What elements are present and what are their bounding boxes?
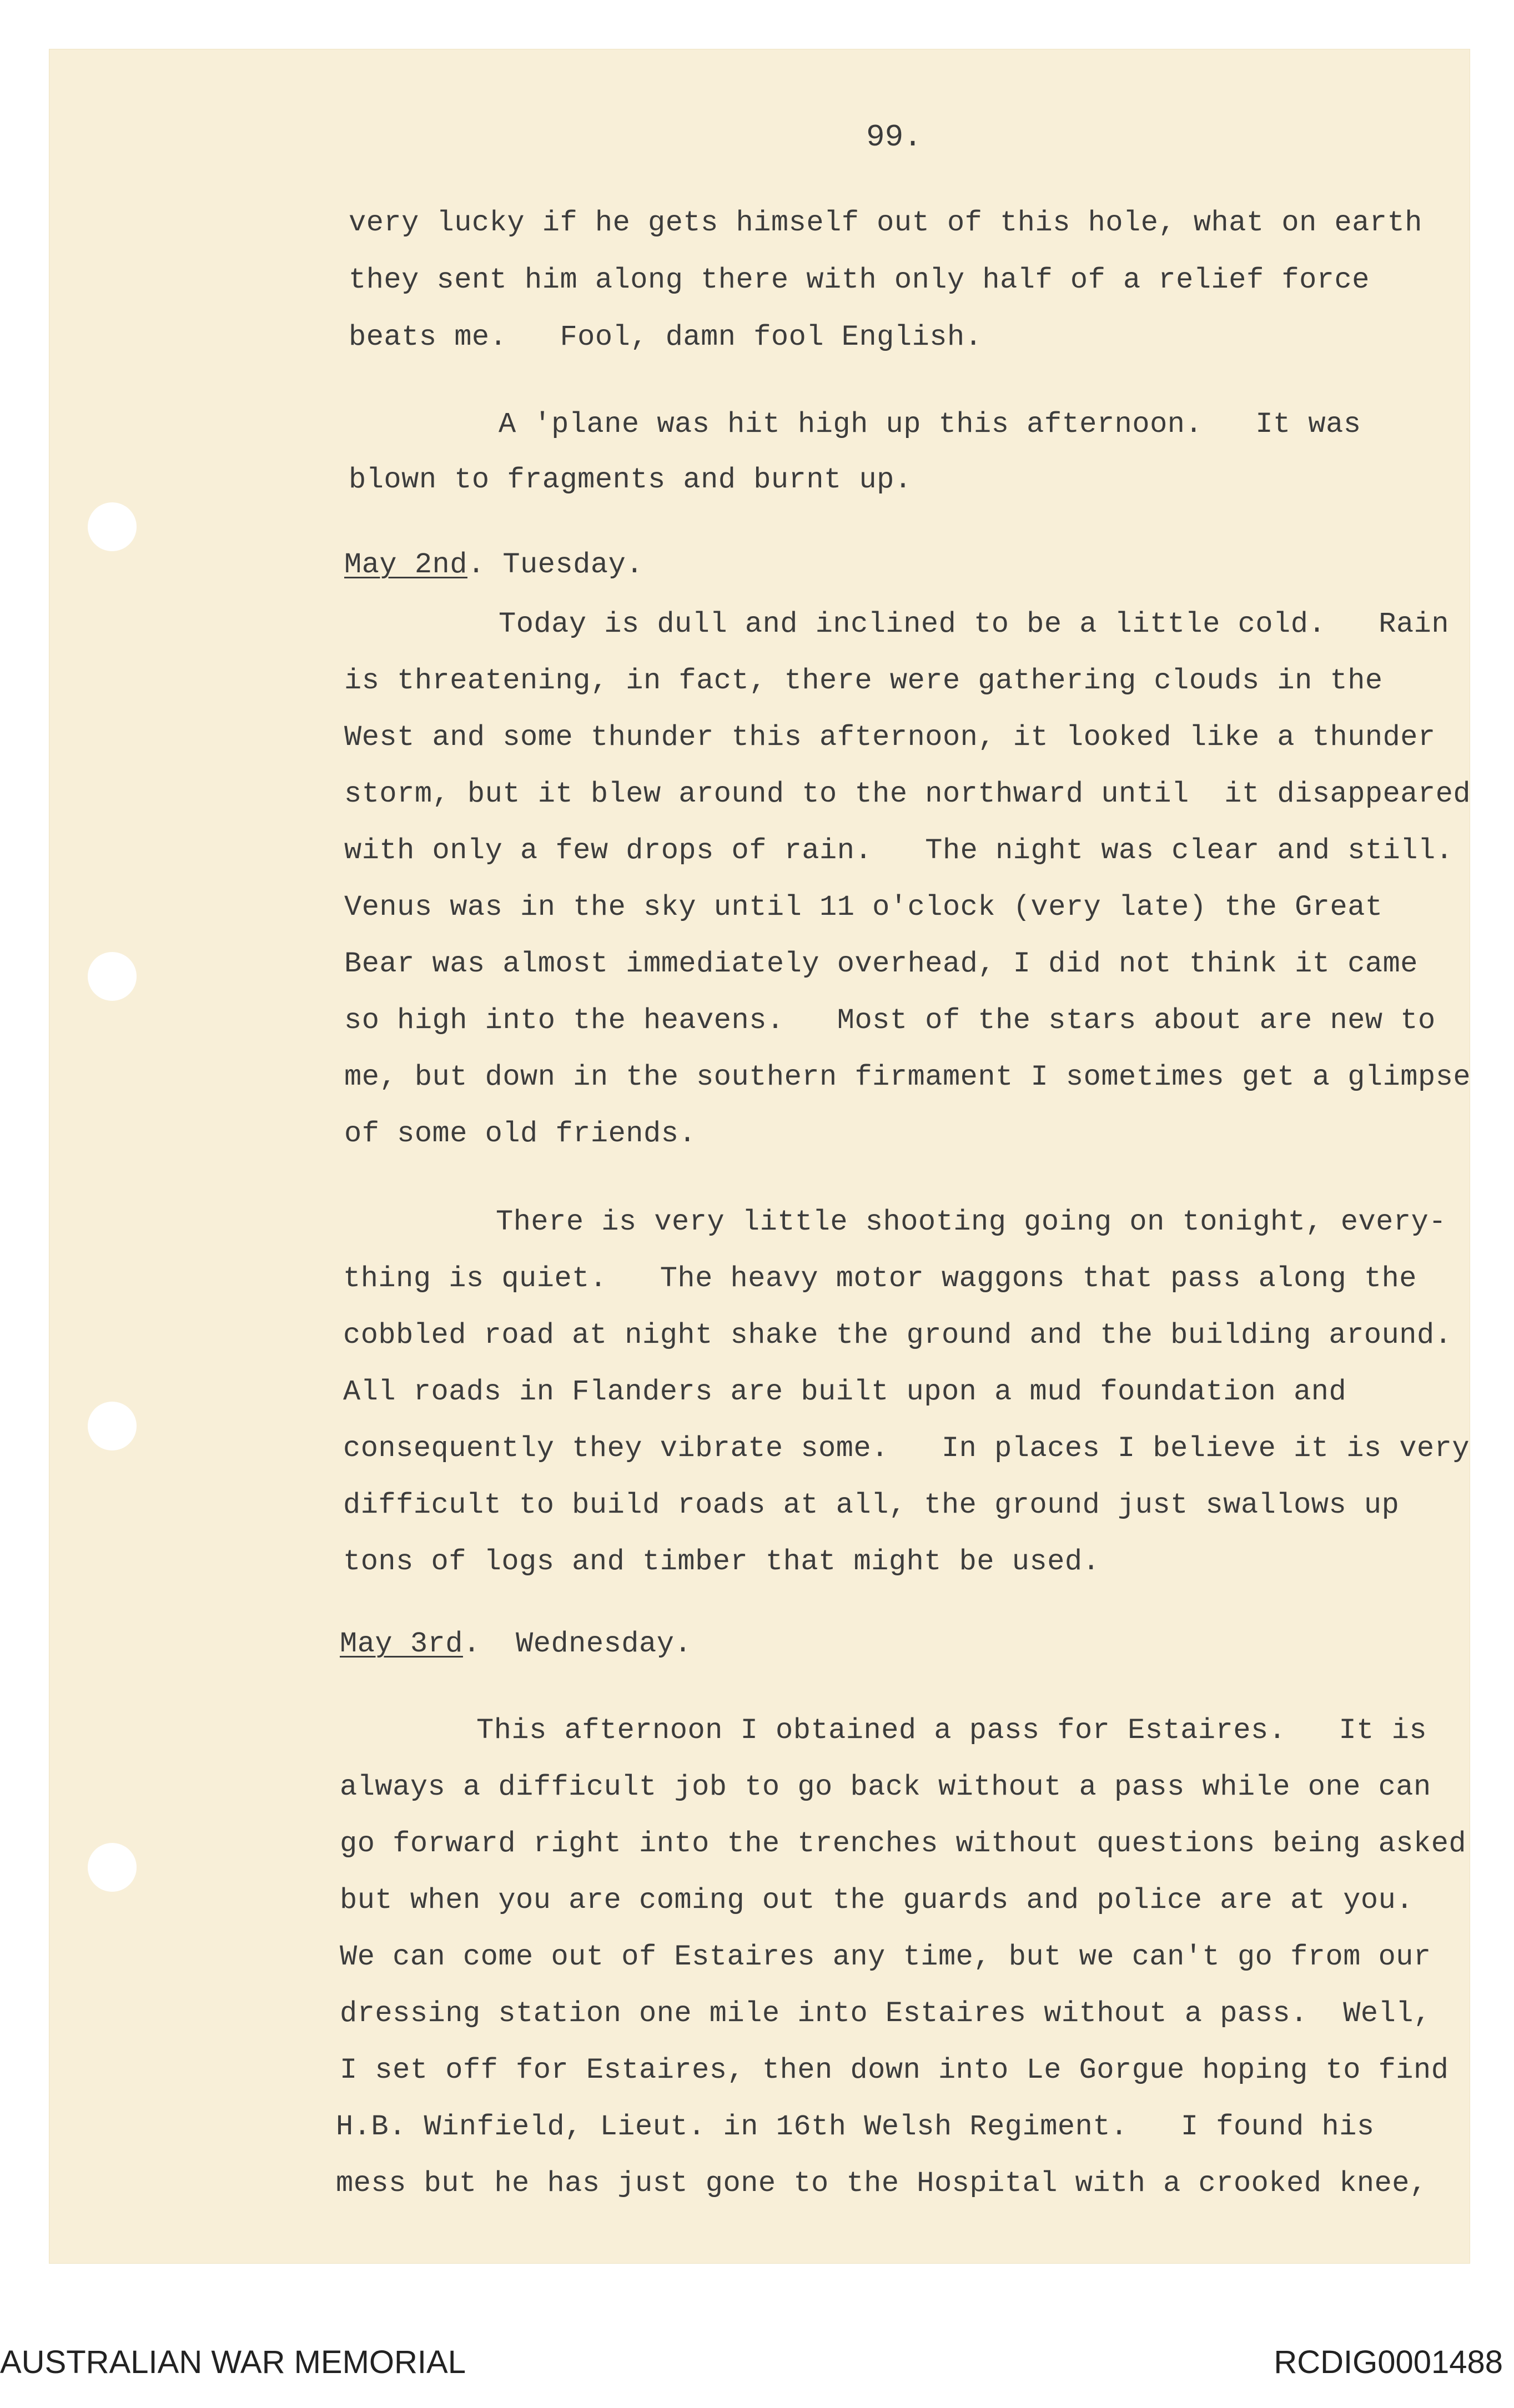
text-line: is threatening, in fact, there were gathering clouds in the (344, 664, 1383, 697)
footer-identifier: RCDIG0001488 (1274, 2344, 1503, 2380)
text-line: go forward right into the trenches without questions being asked (340, 1827, 1467, 1860)
text-line: cobbled road at night shake the ground and the building around. (343, 1319, 1452, 1352)
text-line: with only a few drops of rain. The night was clear and still. (344, 834, 1453, 867)
text-line: I set off for Estaires, then down into Le Gorgue hoping to find (340, 2054, 1449, 2087)
text-line: We can come out of Estaires any time, but we can't go from our (340, 1941, 1431, 1973)
text-line: of some old friends. (344, 1117, 697, 1150)
text-line: storm, but it blew around to the northward until it disappeared (344, 778, 1471, 810)
text-line: me, but down in the southern firmament I sometimes get a glimpse (344, 1061, 1471, 1094)
text-line: mess but he has just gone to the Hospital with a crooked knee, (336, 2167, 1427, 2200)
text-line: they sent him along there with only half of a relief force (349, 264, 1370, 296)
footer-institution: AUSTRALIAN WAR MEMORIAL (0, 2344, 466, 2380)
text-line: very lucky if he gets himself out of this hole, what on earth (349, 206, 1423, 239)
text-line: H.B. Winfield, Lieut. in 16th Welsh Regiment. I found his (336, 2110, 1375, 2143)
punch-hole (88, 1843, 137, 1892)
punch-hole (88, 952, 137, 1001)
text-line: difficult to build roads at all, the ground just swallows up (343, 1489, 1400, 1522)
text-line: thing is quiet. The heavy motor waggons that pass along the (343, 1262, 1417, 1295)
text-line: blown to fragments and burnt up. (349, 464, 912, 496)
entry-heading (340, 1628, 692, 1660)
text-line: Today is dull and inclined to be a little cold. Rain (499, 608, 1450, 641)
text-line: Bear was almost immediately overhead, I did not think it came (344, 948, 1419, 980)
text-line: so high into the heavens. Most of the stars about are new to (344, 1004, 1436, 1037)
text-line: beats me. Fool, damn fool English. (349, 321, 983, 354)
entry-heading (344, 548, 643, 581)
document-page (49, 49, 1470, 2264)
entry-day: . Tuesday. (467, 548, 643, 581)
text-line: There is very little shooting going on tonight, every- (496, 1206, 1447, 1238)
text-line: A 'plane was hit high up this afternoon. It was (499, 408, 1361, 441)
text-line: tons of logs and timber that might be used. (343, 1545, 1100, 1578)
text-line: All roads in Flanders are built upon a mud foundation and (343, 1376, 1347, 1408)
text-line: This afternoon I obtained a pass for Estaires. It is (476, 1714, 1427, 1747)
entry-date: May 2nd (344, 548, 467, 581)
text-line: dressing station one mile into Estaires without a pass. Well, (340, 1997, 1431, 2030)
entry-day: . Wednesday. (462, 1628, 692, 1660)
text-line: always a difficult job to go back without a pass while one can (340, 1771, 1431, 1804)
punch-hole (88, 502, 137, 551)
entry-date: May 3rd (340, 1628, 463, 1660)
text-line: consequently they vibrate some. In places I believe it is very (343, 1432, 1470, 1465)
text-line: Venus was in the sky until 11 o'clock (very late) the Great (344, 891, 1383, 924)
text-line: but when you are coming out the guards and police are at you. (340, 1884, 1414, 1917)
punch-hole (88, 1402, 137, 1450)
text-line: West and some thunder this afternoon, it looked like a thunder (344, 721, 1436, 754)
page-number: 99. (866, 119, 922, 155)
